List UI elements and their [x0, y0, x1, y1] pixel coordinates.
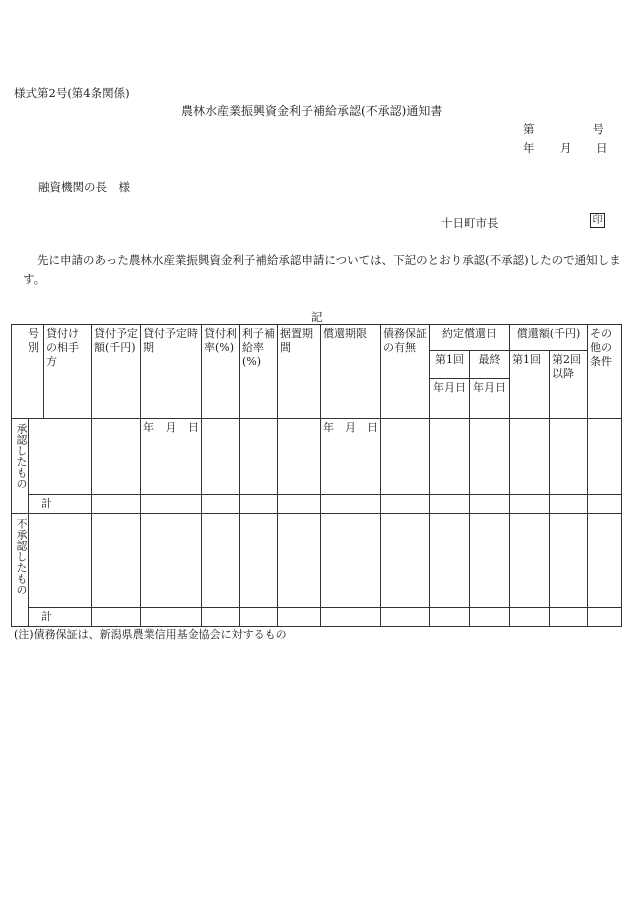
cell [588, 608, 622, 627]
cell [550, 419, 588, 495]
body-text: 先に申請のあった農林水産業振興資金利子補給承認申請については、下記のとおり承認(不承認)したので通知します。 [23, 253, 621, 286]
header-deferral: 据置期間 [278, 325, 321, 419]
date-month: 月 [560, 141, 572, 155]
number-suffix: 号 [592, 122, 604, 136]
cell [588, 495, 622, 514]
header-repay-first: 第1回 [430, 351, 470, 379]
cell [202, 419, 240, 495]
cell [240, 608, 278, 627]
cell [430, 514, 470, 608]
ki-heading: 記 [311, 310, 323, 324]
header-repay-last: 最終 [470, 351, 510, 379]
header-repay-amount: 償還額(千円) [510, 325, 588, 351]
cell [92, 514, 141, 608]
cell [470, 608, 510, 627]
cell [240, 495, 278, 514]
cell [202, 608, 240, 627]
cell-term-date: 年 月 日 [321, 419, 381, 495]
cell [381, 495, 430, 514]
header-counterparty: 貸付けの相手方 [44, 325, 92, 419]
header-repay-date: 約定償還日 [430, 325, 510, 351]
cell [278, 608, 321, 627]
cell [278, 495, 321, 514]
cell [92, 419, 141, 495]
header-no: 号別 [12, 325, 44, 419]
cell [92, 608, 141, 627]
cell [202, 514, 240, 608]
form-label: 様式第2号(第4条関係) [14, 86, 130, 100]
application-table [11, 324, 622, 627]
header-term: 償還期限 [321, 325, 381, 419]
section-approved: 承認したもの [12, 419, 29, 514]
cell [550, 495, 588, 514]
cell [470, 419, 510, 495]
cell [381, 419, 430, 495]
cell [430, 419, 470, 495]
header-repay-last-ymd: 年月日 [470, 379, 510, 419]
cell [510, 514, 550, 608]
cell [240, 514, 278, 608]
date-day: 日 [596, 141, 608, 155]
cell [510, 495, 550, 514]
cell [588, 514, 622, 608]
cell [470, 514, 510, 608]
section-rejected: 不承認したもの [12, 514, 29, 627]
header-amount: 貸付予定額(千円) [92, 325, 141, 419]
cell [29, 419, 92, 495]
addressee: 融資機関の長 様 [38, 180, 130, 194]
cell [550, 514, 588, 608]
seal-mark: 印 [590, 213, 605, 228]
header-rate: 貸付利率(%) [202, 325, 240, 419]
cell [510, 419, 550, 495]
document-title: 農林水産業振興資金利子補給承認(不承認)通知書 [181, 104, 443, 118]
total-label-approved: 計 [29, 495, 92, 514]
header-repay-first-ymd: 年月日 [430, 379, 470, 419]
cell [381, 514, 430, 608]
header-amount-first: 第1回 [510, 351, 550, 419]
cell [278, 514, 321, 608]
cell-schedule-date: 年 月 日 [141, 419, 202, 495]
cell [510, 608, 550, 627]
header-guarantee: 債務保証の有無 [381, 325, 430, 419]
total-label-rejected: 計 [29, 608, 92, 627]
number-prefix: 第 [523, 122, 535, 136]
cell [141, 608, 202, 627]
cell [321, 495, 381, 514]
cell [92, 495, 141, 514]
cell [141, 495, 202, 514]
cell [29, 514, 92, 608]
cell [430, 608, 470, 627]
footnote: (注)債務保証は、新潟県農業信用基金協会に対するもの [14, 628, 287, 641]
header-schedule: 貸付予定時期 [141, 325, 202, 419]
date-year: 年 [523, 141, 535, 155]
cell [321, 514, 381, 608]
header-amount-second-on: 第2回以降 [550, 351, 588, 419]
cell [202, 495, 240, 514]
cell [141, 514, 202, 608]
cell [588, 419, 622, 495]
cell [240, 419, 278, 495]
cell [430, 495, 470, 514]
cell [278, 419, 321, 495]
sender: 十日町市長 [441, 216, 499, 230]
cell [550, 608, 588, 627]
cell [470, 495, 510, 514]
cell [381, 608, 430, 627]
header-subsidy-rate: 利子補給率(%) [240, 325, 278, 419]
header-other: その他の条件 [588, 325, 622, 419]
cell [321, 608, 381, 627]
